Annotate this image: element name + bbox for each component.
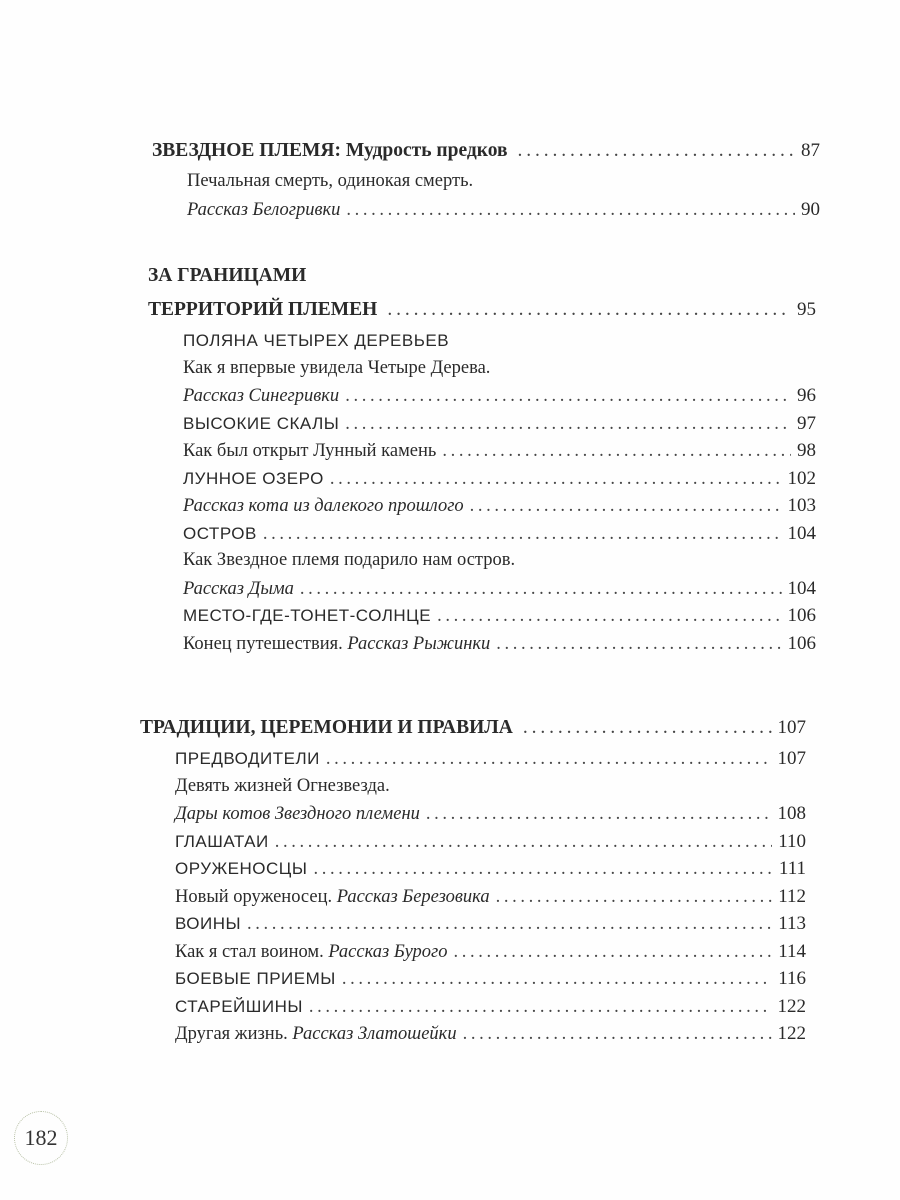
leader-dots (313, 856, 772, 884)
toc-entry (140, 965, 806, 993)
toc-page-number: 98 (797, 440, 816, 461)
toc-page-number: 107 (777, 717, 806, 738)
toc-page-number: 116 (778, 968, 806, 989)
toc-entry-text: МЕСТО-ГДЕ-ТОНЕТ-СОЛНЦЕ (183, 606, 432, 625)
toc-entry-title (183, 631, 490, 659)
toc-entry (148, 327, 816, 355)
toc-entry-title (183, 602, 431, 630)
toc-entry-text: СТАРЕЙШИНЫ (175, 996, 303, 1016)
leader-dots (326, 746, 772, 774)
toc-entry-title (183, 410, 339, 438)
toc-entry (140, 745, 806, 773)
toc-entry-title (175, 910, 241, 938)
leader-dots (345, 383, 791, 411)
toc-entry-title (183, 438, 436, 466)
toc-page-number: 114 (778, 940, 806, 962)
toc-page-number: 112 (778, 885, 806, 907)
toc-entry-title (140, 711, 513, 745)
toc-entry-text: ЛУННОЕ ОЗЕРО (183, 468, 324, 488)
leader-dots (426, 801, 772, 829)
toc-entry-title (175, 828, 269, 856)
toc-entry (148, 382, 816, 410)
toc-entry (148, 437, 816, 465)
toc-entry (140, 883, 806, 911)
toc-page-number: 107 (777, 748, 806, 769)
toc-entry-text: Как был открыт Лунный камень (183, 441, 437, 461)
leader-dots (300, 576, 782, 604)
toc-entry-text: ГЛАШАТАИ (175, 831, 269, 851)
toc-page-number: 87 (801, 140, 820, 161)
leader-dots (470, 493, 782, 521)
toc-entry-title (183, 383, 339, 411)
toc-entry-text: ВЫСОКИЕ СКАЛЫ (183, 413, 340, 433)
toc-entry-title (183, 493, 464, 521)
toc-heading (152, 134, 820, 168)
leader-dots (345, 411, 791, 439)
toc-entry-title (187, 197, 340, 225)
toc-entry (152, 168, 820, 196)
toc-entry-title (175, 773, 390, 801)
toc-section-beyond-territories (148, 259, 816, 657)
toc-entry-title (175, 965, 336, 993)
toc-entry-text: Печальная смерть, одинокая смерть. (187, 171, 474, 191)
leader-dots (330, 466, 782, 494)
leader-dots (442, 438, 791, 466)
toc-entry-story-credit: Рассказ Златошейки (292, 1024, 457, 1044)
leader-dots (496, 631, 781, 659)
toc-entry (148, 355, 816, 383)
toc-page-number: 95 (797, 299, 816, 320)
toc-entry-text: Девять жизней Огнезвезда. (175, 775, 390, 796)
toc-entry-text: БОЕВЫЕ ПРИЕМЫ (175, 969, 336, 988)
toc-section-traditions (140, 711, 806, 1048)
toc-entry (140, 938, 806, 966)
leader-dots (387, 293, 791, 327)
toc-page-number: 111 (778, 858, 806, 879)
toc-entry-story-credit: Рассказ Рыжинки (347, 633, 491, 654)
leader-dots (454, 939, 773, 967)
toc-page-number: 104 (787, 577, 816, 599)
toc-entry-title (175, 745, 320, 773)
toc-entry-title (152, 134, 508, 168)
toc-entry-text: ОСТРОВ (183, 523, 257, 543)
leader-dots (309, 994, 772, 1022)
toc-page-number: 122 (777, 995, 806, 1017)
toc-entry-title (175, 855, 307, 883)
toc-page-number: 103 (787, 495, 816, 516)
toc-entry-story-credit: Рассказ Дыма (183, 578, 294, 599)
toc-entry-text: ТРАДИЦИИ, ЦЕРЕМОНИИ И ПРАВИЛА (140, 717, 513, 738)
toc-entry-title (175, 801, 420, 829)
toc-entry (140, 993, 806, 1021)
toc-page-number: 113 (778, 913, 806, 934)
leader-dots (263, 521, 782, 549)
leader-dots (463, 1021, 772, 1049)
toc-entry-title (148, 293, 377, 327)
leader-dots (496, 884, 773, 912)
toc-entry (140, 855, 806, 883)
toc-entry (148, 547, 816, 575)
toc-entry (140, 800, 806, 828)
toc-page-number: 102 (787, 467, 816, 489)
toc-page-number: 104 (787, 522, 816, 544)
toc-page-number: 106 (787, 605, 816, 626)
toc-entry (148, 630, 816, 658)
leader-dots (247, 911, 772, 939)
toc-entry-text: Как Звездное племя подарило нам остров. (183, 550, 516, 570)
toc-entry-text: ЗА ГРАНИЦАМИ (148, 265, 307, 286)
toc-entry-title (183, 327, 449, 355)
toc-entry (148, 465, 816, 493)
toc-entry-story-credit: Рассказ Белогривки (187, 199, 341, 220)
toc-entry (152, 196, 820, 224)
toc-entry-text: Новый оруженосец. (175, 886, 337, 907)
toc-entry-story-credit: Дары котов Звездного племени (175, 804, 420, 824)
toc-entry-text: ЗВЕЗДНОЕ ПЛЕМЯ: Мудрость предков (152, 140, 508, 161)
toc-entry-text: ОРУЖЕНОСЦЫ (175, 859, 308, 878)
toc-entry-text: Конец путешествия. (183, 633, 348, 654)
toc-entry-story-credit: Рассказ Синегривки (183, 386, 340, 406)
toc-entry-title (175, 1021, 457, 1049)
toc-page-number: 97 (797, 412, 816, 434)
leader-dots (346, 197, 795, 225)
toc-entry-text: ВОИНЫ (175, 914, 242, 933)
toc-entry (148, 575, 816, 603)
toc-entry-text: Как я стал воином. (175, 941, 329, 962)
toc-entry (148, 602, 816, 630)
toc-entry-text: ПРЕДВОДИТЕЛИ (175, 749, 320, 768)
toc-entry-text: ПОЛЯНА ЧЕТЫРЕХ ДЕРЕВЬЕВ (183, 331, 450, 350)
toc-page-number: 122 (777, 1023, 806, 1044)
leader-dots (518, 134, 795, 168)
toc-entry-story-credit: Рассказ кота из далекого прошлого (183, 496, 464, 516)
toc-entry-title (183, 355, 490, 383)
leader-dots (523, 711, 772, 745)
leader-dots (342, 966, 772, 994)
page-number-badge: 182 (14, 1111, 68, 1165)
toc-entry-text: ТЕРРИТОРИЙ ПЛЕМЕН (148, 299, 378, 320)
toc-entry (148, 410, 816, 438)
toc-heading (148, 293, 816, 327)
toc-entry-title (183, 465, 324, 493)
toc-page-number: 90 (801, 198, 820, 220)
toc-entry (140, 910, 806, 938)
toc-entry-text: Другая жизнь. (175, 1024, 293, 1044)
toc-entry-story-credit: Рассказ Березовика (336, 886, 490, 907)
toc-entry-title (183, 576, 294, 604)
toc-section-star-clan (152, 134, 820, 223)
toc-entry-title (183, 520, 257, 548)
toc-entry-title (175, 884, 490, 912)
toc-entry-title (175, 993, 303, 1021)
toc-entry (148, 492, 816, 520)
toc-entry-title (183, 547, 515, 575)
toc-entry-title (175, 939, 448, 967)
toc-entry-title (187, 168, 473, 196)
leader-dots (275, 829, 772, 857)
toc-heading (140, 711, 806, 745)
toc-entry (140, 773, 806, 801)
leader-dots (437, 603, 781, 631)
toc-page-number: 106 (787, 632, 816, 654)
toc-entry-story-credit: Рассказ Бурого (328, 941, 448, 962)
toc-entry-text: Как я впервые увидела Четыре Дерева. (183, 357, 491, 378)
toc-heading (148, 259, 816, 293)
toc-page-number: 110 (778, 830, 806, 852)
toc-entry-title (148, 259, 306, 293)
toc-entry (140, 1020, 806, 1048)
toc-entry (140, 828, 806, 856)
toc-page-number: 96 (797, 385, 816, 406)
toc-entry (148, 520, 816, 548)
toc-page-number: 108 (777, 803, 806, 824)
